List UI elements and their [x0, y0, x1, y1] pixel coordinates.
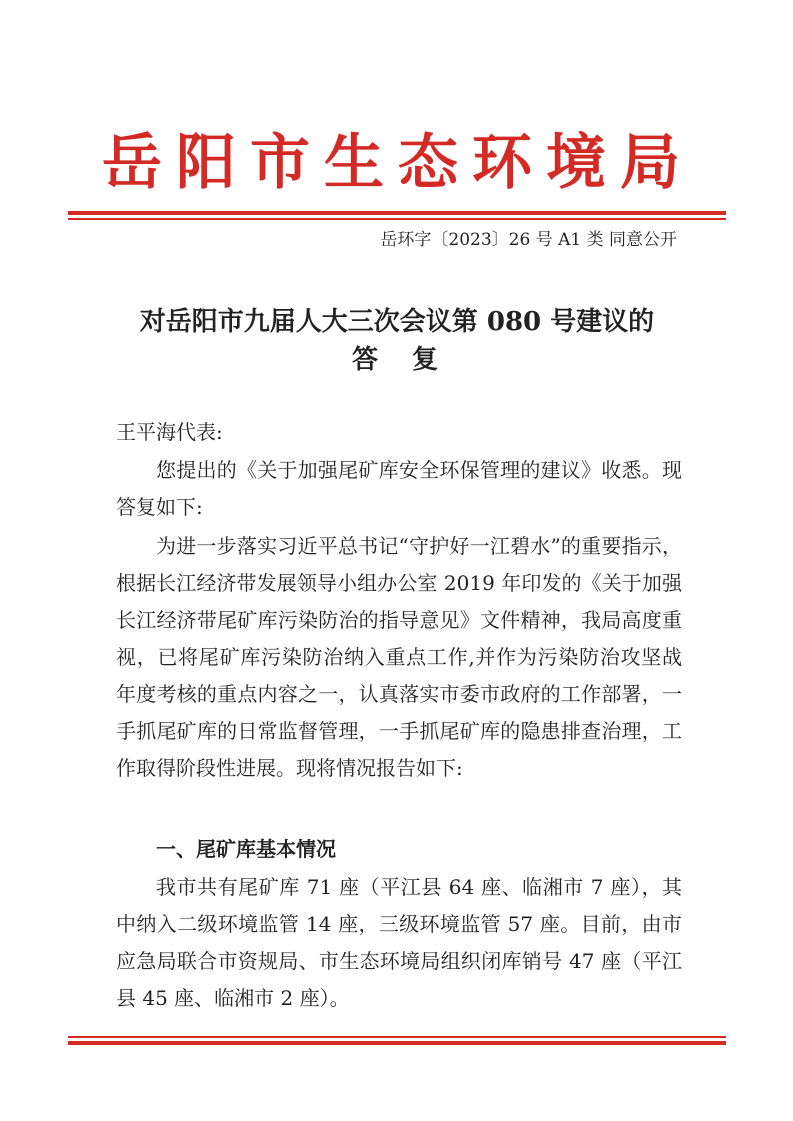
paragraph-acknowledgement: 您提出的《关于加强尾矿库安全环保管理的建议》收悉。现答复如下:	[116, 458, 682, 519]
header-rule-thick	[68, 211, 726, 215]
paragraph-basic-situation: 我市共有尾矿库 71 座（平江县 64 座、临湘市 7 座），其中纳入二级环境监管 14 座，三级环境监管 57 座。目前，由市应急局联合市资规局、市生态环境局组织闭库销号 47 座（平江县 45 座、临湘市 2 座）。	[116, 875, 682, 1010]
footer-rule-thin	[68, 1036, 726, 1038]
footer-rule-thick	[68, 1041, 726, 1045]
document-title-line2: 答 复	[351, 345, 442, 375]
salutation: 王平海代表:	[116, 420, 223, 444]
paragraph-background: 为进一步落实习近平总书记“守护好一江碧水”的重要指示，根据长江经济带发展领导小组办公室 2019 年印发的《关于加强长江经济带尾矿库污染防治的指导意见》文件精神，我局高度重视，已将尾矿库污染防治纳入重点工作,并作为污染防治攻坚战年度考核的重点内容之一，认真落实市委市政府的工作部署，一手抓尾矿库的日常监督管理，一手抓尾矿库的隐患排查治理，工作取得阶段性进展。现将情况报告如下:	[116, 534, 682, 780]
document-number: 岳环字〔2023〕26 号 A1 类 同意公开	[380, 230, 677, 250]
document-title-line1: 对岳阳市九届人大三次会议第 080 号建议的	[139, 307, 655, 337]
header-rule-thin	[68, 218, 726, 220]
section-heading: 一、尾矿库基本情况	[156, 837, 336, 861]
org-name-header: 岳阳市生态环境局	[102, 128, 694, 198]
